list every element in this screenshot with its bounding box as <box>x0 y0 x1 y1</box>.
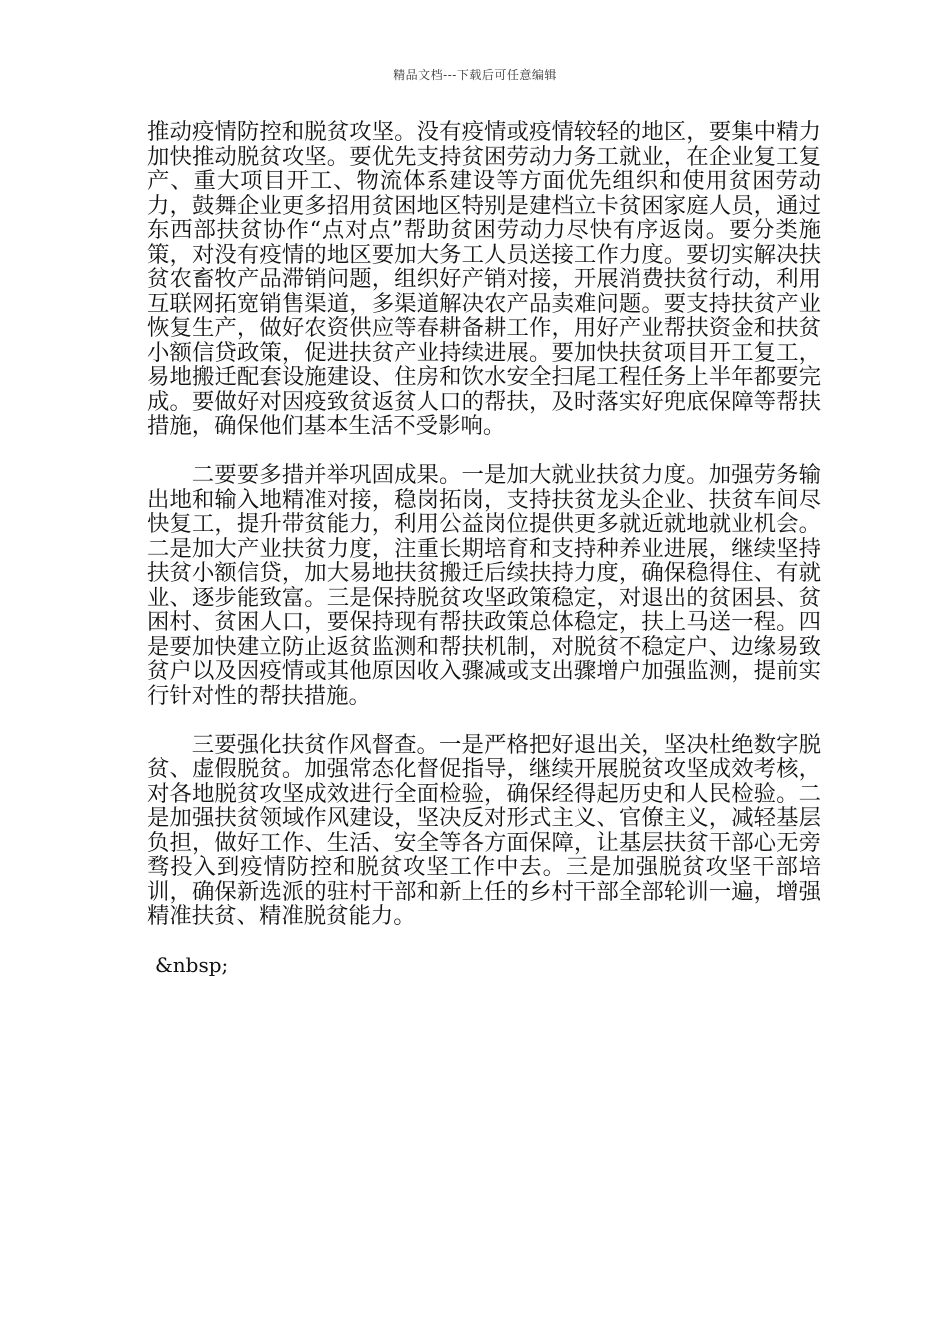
paragraph-epidemic-prevention: 推动疫情防控和脱贫攻坚。没有疫情或疫情较轻的地区，要集中精力加快推动脱贫攻坚。要优先支持贫困劳动力务工就业，在企业复工复产、重大项目开工、物流体系建设等方面优先组织和使用贫困劳动力，鼓舞企业更多招用贫困地区特别是建档立卡贫困家庭人员，通过东西部扶贫协作“点对点”帮助贫困劳动力尽快有序返岗。要分类施策，对没有疫情的地区要加大务工人员送接工作力度。要切实解决扶贫农畜牧产品滞销问题，组织好产销对接，开展消费扶贫行动，利用互联网拓宽销售渠道，多渠道解决农产品卖难问题。要支持扶贫产业恢复生产，做好农资供应等春耕备耕工作，用好产业帮扶资金和扶贫小额信贷政策，促进扶贫产业持续进展。要加快扶贫项目开工复工，易地搬迁配套设施建设、住房和饮水安全扫尾工程任务上半年都要完成。要做好对因疫致贫返贫人口的帮扶，及时落实好兜底保障等帮扶措施，确保他们基本生活不受影响。 <box>147 119 821 439</box>
page-header: 精品文档---下载后可任意编辑 <box>393 68 557 82</box>
paragraph-consolidate-results: 二要要多措并举巩固成果。一是加大就业扶贫力度。加强劳务输出地和输入地精准对接，稳岗拓岗，支持扶贫龙头企业、扶贫车间尽快复工，提升带贫能力，利用公益岗位提供更多就近就地就业机会。二是加大产业扶贫力度，注重长期培育和支持种养业进展，继续坚持扶贫小额信贷，加大易地扶贫搬迁后续扶持力度，确保稳得住、有就业、逐步能致富。三是保持脱贫攻坚政策稳定，对退出的贫困县、贫困村、贫困人口，要保持现有帮扶政策总体稳定，扶上马送一程。四是要加快建立防止返贫监测和帮扶机制，对脱贫不稳定户、边缘易致贫户以及因疫情或其他原因收入骤减或支出骤增户加强监测，提前实行针对性的帮扶措施。 <box>147 462 821 709</box>
paragraph-work-style-supervision: 三要强化扶贫作风督查。一是严格把好退出关，坚决杜绝数字脱贫、虚假脱贫。加强常态化督促指导，继续开展脱贫攻坚成效考核，对各地脱贫攻坚成效进行全面检验，确保经得起历史和人民检验。二是加强扶贫领域作风建设，坚决反对形式主义、官僚主义，减轻基层负担，做好工作、生活、安全等各方面保障，让基层扶贫干部心无旁骛投入到疫情防控和脱贫攻坚工作中去。三是加强脱贫攻坚干部培训，确保新选派的驻村干部和新上任的乡村干部全部轮训一遍，增强精准扶贫、精准脱贫能力。 <box>147 731 821 929</box>
paragraph-nbsp-artifact: &nbsp; <box>155 953 229 977</box>
document-body <box>147 120 821 978</box>
